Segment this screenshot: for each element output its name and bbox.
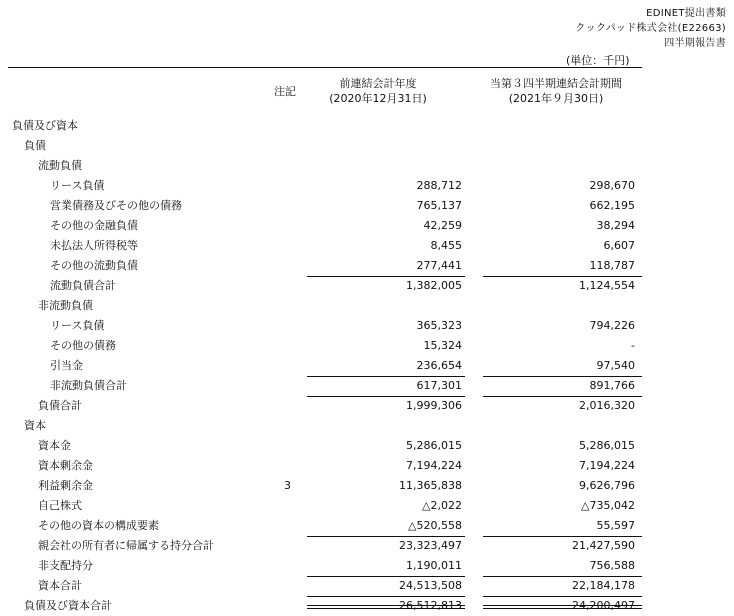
- table-row: [8, 336, 642, 356]
- table-row: [8, 116, 642, 136]
- column-header-note: 注記: [274, 85, 296, 98]
- column-header-current: [478, 76, 634, 106]
- table-row: [8, 176, 642, 196]
- row-value-current: 5,286,015: [579, 439, 635, 452]
- row-value-prior: 42,259: [423, 219, 462, 232]
- row-label: 負債及び資本: [12, 119, 78, 132]
- row-label: 未払法人所得税等: [50, 239, 138, 252]
- row-label: 親会社の所有者に帰属する持分合計: [38, 539, 214, 552]
- table-row: [8, 396, 642, 416]
- row-label: 非流動負債: [38, 299, 93, 312]
- row-value-prior: 8,455: [430, 239, 462, 252]
- row-value-prior: △2,022: [422, 499, 462, 512]
- row-value-current: 97,540: [596, 359, 635, 372]
- row-value-prior: 365,323: [416, 319, 462, 332]
- row-value-current: 2,016,320: [579, 399, 635, 412]
- row-label: 営業債務及びその他の債務: [50, 199, 182, 212]
- row-value-current: 298,670: [589, 179, 635, 192]
- table-row: [8, 376, 642, 396]
- column-header-prior-date: (2020年12月31日): [329, 92, 427, 105]
- table-row: [8, 476, 642, 496]
- row-value-current: 24,200,497: [572, 599, 635, 612]
- column-header-prior: [318, 76, 438, 106]
- table-row: [8, 456, 642, 476]
- row-label: 負債: [24, 139, 46, 152]
- row-label: 非支配持分: [38, 559, 93, 572]
- row-value-prior: 288,712: [416, 179, 462, 192]
- row-label: その他の資本の構成要素: [38, 519, 159, 532]
- table-row: [8, 216, 642, 236]
- row-value-current: 9,626,796: [579, 479, 635, 492]
- header-company: クックパッド株式会社(E22663): [575, 23, 726, 34]
- column-header-current-title: 当第３四半期連結会計期間: [490, 77, 622, 90]
- double-rule-prior-2: [307, 608, 465, 609]
- table-row: [8, 536, 642, 556]
- row-value-prior: 23,323,497: [399, 539, 462, 552]
- column-header-current-date: (2021年９月30日): [508, 92, 604, 105]
- row-label: 負債及び資本合計: [24, 599, 112, 612]
- row-value-current: 7,194,224: [579, 459, 635, 472]
- row-label: 負債合計: [38, 399, 82, 412]
- row-value-prior: 1,382,005: [406, 279, 462, 292]
- double-rule-current-2: [483, 608, 642, 609]
- row-value-current: 6,607: [603, 239, 635, 252]
- table-row: [8, 236, 642, 256]
- row-label: 引当金: [50, 359, 83, 372]
- double-rule-current-1: [483, 605, 642, 606]
- table-row: [8, 296, 642, 316]
- row-label: 資本: [24, 419, 46, 432]
- table-row: [8, 576, 642, 596]
- row-value-current: 1,124,554: [579, 279, 635, 292]
- row-value-current: 21,427,590: [572, 539, 635, 552]
- row-label: リース負債: [50, 179, 105, 192]
- row-note: 3: [284, 479, 291, 492]
- table-top-rule: [8, 67, 642, 68]
- row-value-current: 118,787: [589, 259, 635, 272]
- row-value-current: △735,042: [581, 499, 635, 512]
- table-row: [8, 276, 642, 296]
- row-label: その他の債務: [50, 339, 116, 352]
- row-label: リース負債: [50, 319, 105, 332]
- row-value-prior: 236,654: [416, 359, 462, 372]
- row-label: 資本金: [38, 439, 71, 452]
- table-row: [8, 256, 642, 276]
- row-label: 自己株式: [38, 499, 82, 512]
- row-value-prior: 15,324: [423, 339, 462, 352]
- table-row: [8, 316, 642, 336]
- row-label: 利益剰余金: [38, 479, 93, 492]
- row-value-current: 38,294: [596, 219, 635, 232]
- row-value-current: 22,184,178: [572, 579, 635, 592]
- unit-label: (単位：千円): [566, 54, 630, 67]
- row-label: 流動負債合計: [50, 279, 116, 292]
- table-row: [8, 136, 642, 156]
- row-value-prior: 7,194,224: [406, 459, 462, 472]
- header-filing-type: EDINET提出書類: [646, 8, 726, 19]
- row-value-prior: 277,441: [416, 259, 462, 272]
- row-value-prior: 1,999,306: [406, 399, 462, 412]
- table-row: [8, 516, 642, 536]
- row-value-prior: 11,365,838: [399, 479, 462, 492]
- table-row: [8, 596, 642, 616]
- row-value-prior: △520,558: [408, 519, 462, 532]
- row-value-prior: 24,513,508: [399, 579, 462, 592]
- row-value-prior: 765,137: [416, 199, 462, 212]
- table-row: [8, 416, 642, 436]
- table-row: [8, 356, 642, 376]
- double-rule-prior-1: [307, 605, 465, 606]
- table-row: [8, 496, 642, 516]
- row-label: 資本合計: [38, 579, 82, 592]
- table-row: [8, 196, 642, 216]
- row-label: その他の金融負債: [50, 219, 138, 232]
- row-value-current: 756,588: [589, 559, 635, 572]
- balance-sheet-table: [8, 116, 642, 616]
- row-value-prior: 26,512,813: [399, 599, 462, 612]
- row-value-prior: 1,190,011: [406, 559, 462, 572]
- header-report-type: 四半期報告書: [664, 38, 726, 49]
- row-value-current: 55,597: [596, 519, 635, 532]
- row-label: 非流動負債合計: [50, 379, 127, 392]
- row-value-current: 794,226: [589, 319, 635, 332]
- table-row: [8, 436, 642, 456]
- row-value-current: -: [631, 339, 635, 352]
- row-label: その他の流動負債: [50, 259, 138, 272]
- row-value-prior: 5,286,015: [406, 439, 462, 452]
- table-row: [8, 556, 642, 576]
- column-header-prior-title: 前連結会計年度: [339, 77, 417, 90]
- row-label: 流動負債: [38, 159, 82, 172]
- table-row: [8, 156, 642, 176]
- row-value-current: 662,195: [589, 199, 635, 212]
- row-value-prior: 617,301: [416, 379, 462, 392]
- row-value-current: 891,766: [589, 379, 635, 392]
- row-label: 資本剰余金: [38, 459, 93, 472]
